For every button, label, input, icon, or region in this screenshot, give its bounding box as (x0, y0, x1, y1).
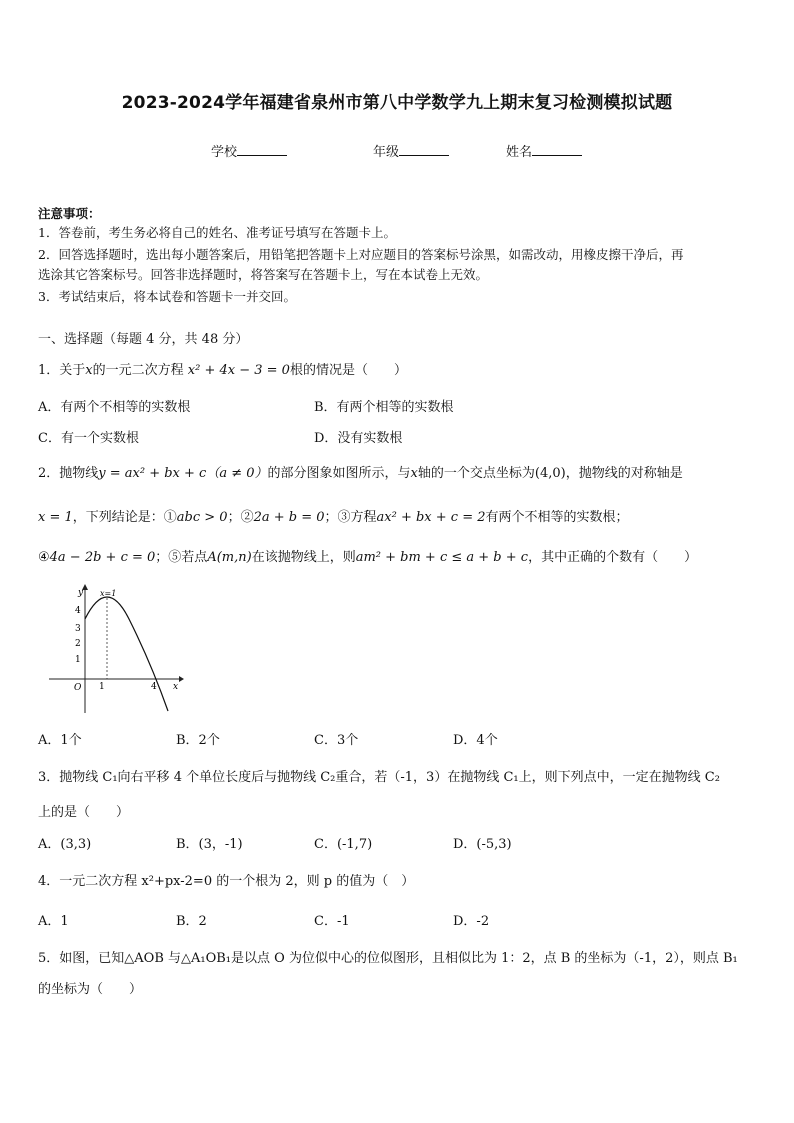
q2-option-b[interactable]: B．2个 (176, 733, 220, 748)
q2-axis-eq: x = 1 (38, 510, 73, 525)
origin-label: O (74, 683, 82, 693)
q2-text: ，下列结论是：① (72, 510, 177, 525)
grade-blank[interactable] (399, 142, 449, 156)
q2-option-c[interactable]: C．3个 (314, 733, 359, 748)
q2-equation: y = ax² + bx + c（a ≠ 0） (98, 466, 268, 481)
q1-var: x (85, 363, 93, 378)
y-tick-4: 4 (75, 606, 81, 616)
q1-option-c[interactable]: C．有一个实数根 (38, 431, 139, 446)
question-3-line-2: 上的是（ ） (38, 805, 130, 820)
y-tick-3: 3 (75, 624, 81, 634)
school-label: 学校 (211, 145, 238, 160)
question-2-line-1 (38, 462, 683, 481)
y-tick-2: 2 (75, 639, 81, 649)
q1-pre: 1．关于 (38, 363, 86, 378)
q2-option-a[interactable]: A．1个 (38, 733, 82, 748)
q2-text: 在该抛物线上，则 (251, 550, 356, 565)
q2-text: ；⑤若点 (155, 550, 208, 565)
note-1: 1．答卷前，考生务必将自己的姓名、准考证号填写在答题卡上。 (38, 225, 396, 240)
q4-option-d[interactable]: D．-2 (453, 914, 490, 929)
y-label: y (78, 588, 84, 598)
q3-option-a[interactable]: A．(3,3) (38, 837, 92, 852)
q4-option-a[interactable]: A．1 (38, 914, 69, 929)
question-2-line-3 (38, 546, 697, 565)
q2-conclusion-4: 4a − 2b + c = 0 (49, 550, 156, 565)
question-1 (38, 359, 407, 378)
q2-point-a: A(m,n) (207, 550, 252, 565)
q1-mid: 的一元二次方程 (92, 363, 184, 378)
q2-text: 的部分图象如图所示，与 (267, 466, 411, 481)
note-3: 3．考试结束后，将本试卷和答题卡一并交回。 (38, 289, 296, 304)
q4-option-c[interactable]: C．-1 (314, 914, 350, 929)
name-label: 姓名 (506, 145, 533, 160)
question-4: 4．一元二次方程 x²+px-2=0 的一个根为 2，则 p 的值为（ ） (38, 874, 415, 889)
axis-line-label: x=1 (100, 589, 117, 598)
notes-heading: 注意事项： (38, 206, 101, 221)
q2-option-d[interactable]: D．4个 (453, 733, 498, 748)
name-field[interactable] (506, 141, 582, 160)
parabola-curve (85, 597, 168, 711)
q2-text: ④ (38, 550, 50, 565)
x-label: x (173, 682, 179, 692)
q2-text: ；③方程 (324, 510, 377, 525)
x-tick-4: 4 (151, 682, 157, 692)
q3-option-c[interactable]: C．(-1,7) (314, 837, 373, 852)
x-axis-arrow (179, 676, 184, 682)
q2-conclusion-3: ax² + bx + c = 2 (376, 510, 486, 525)
q2-text: 轴的一个交点坐标为 (417, 466, 535, 481)
q2-text: ，抛物线的对称轴是 (565, 466, 683, 481)
q1-option-d[interactable]: D．没有实数根 (314, 431, 403, 446)
q2-text: ，其中正确的个数有（ ） (528, 550, 698, 565)
grade-label: 年级 (373, 145, 400, 160)
grade-field[interactable] (373, 141, 449, 160)
q3-option-d[interactable]: D．(-5,3) (453, 837, 512, 852)
name-blank[interactable] (532, 142, 582, 156)
parabola-graph (45, 583, 185, 715)
x-tick-1: 1 (99, 682, 105, 692)
q2-text: 2．抛物线 (38, 466, 99, 481)
q1-option-b[interactable]: B．有两个相等的实数根 (314, 400, 454, 415)
question-5-line-1: 5．如图，已知△AOB 与△A₁OB₁是以点 O 为位似中心的位似图形，且相似比为 1：2，点 B 的坐标为（-1，2），则点 B₁ (38, 951, 738, 966)
note-2a: 2．回答选择题时，选出每小题答案后，用铅笔把答题卡上对应题目的答案标号涂黑，如需改动，用橡皮擦干净后，再 (38, 247, 684, 262)
q1-option-a[interactable]: A．有两个不相等的实数根 (38, 400, 191, 415)
q2-text: 有两个不相等的实数根； (485, 510, 629, 525)
page-title: 2023-2024学年福建省泉州市第八中学数学九上期末复习检测模拟试题 (121, 93, 673, 113)
q2-conclusion-5: am² + bm + c ≤ a + b + c (355, 550, 529, 565)
question-2-line-2 (38, 506, 629, 525)
y-tick-1: 1 (75, 655, 81, 665)
q1-post: 根的情况是（ ） (289, 363, 407, 378)
q1-equation: x² + 4x − 3 = 0 (187, 363, 290, 378)
note-2b: 选涂其它答案标号。回答非选择题时，将答案写在答题卡上，写在本试卷上无效。 (38, 267, 489, 282)
q2-point: (4,0) (534, 466, 566, 481)
q2-text: ；② (227, 510, 254, 525)
section-heading: 一、选择题（每题 4 分，共 48 分） (38, 332, 249, 347)
q2-conclusion-1: abc > 0 (176, 510, 228, 525)
question-3-line-1: 3．抛物线 C₁向右平移 4 个单位长度后与抛物线 C₂重合，若（-1，3）在抛物线 C₁上，则下列点中，一定在抛物线 C₂ (38, 770, 720, 785)
q2-var: x (410, 466, 418, 481)
school-field[interactable] (211, 141, 287, 160)
school-blank[interactable] (237, 142, 287, 156)
q4-option-b[interactable]: B．2 (176, 914, 207, 929)
q2-conclusion-2: 2a + b = 0 (253, 510, 325, 525)
q3-option-b[interactable]: B．(3，-1) (176, 837, 243, 852)
question-5-line-2: 的坐标为（ ） (38, 982, 143, 997)
